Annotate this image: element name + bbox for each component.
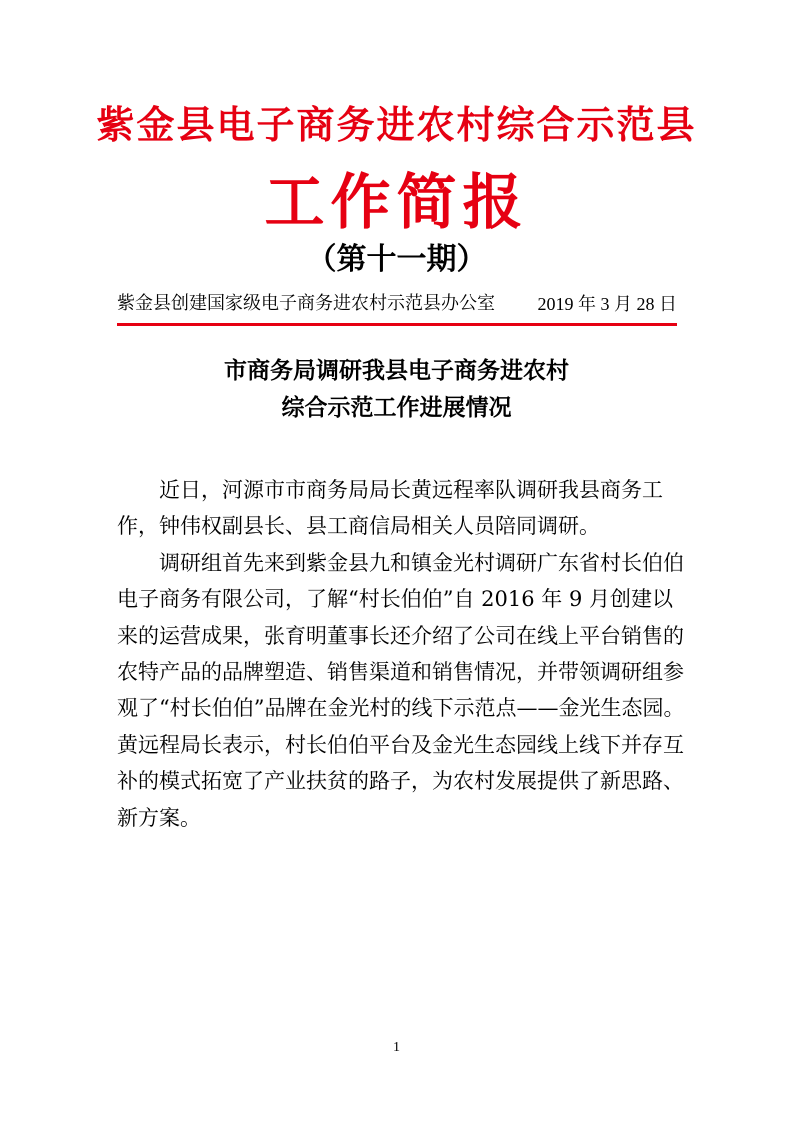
issue-number: （第十一期） — [306, 242, 487, 277]
issue-date: 2019 年 3 月 28 日 — [537, 294, 677, 314]
masthead-title: 紫金县电子商务进农村综合示范县 — [96, 102, 697, 147]
paragraph: 调研组首先来到紫金县九和镇金光村调研广东省村长伯伯电子商务有限公司，了解“村长伯伯”自 2016 年 9 月创建以来的运营成果，张育明董事长还介绍了公司在线上平台销售的农特产品的品牌塑造、销售渠道和销售情况，并带领调研组参观了“村长伯伯”品牌在金光村的线下示范点——金光生态园。黄远程局长表示，村长伯伯平台及金光生态园线上线下并存互补的模式拓宽了产业扶贫的路子，为农村发展提供了新思路、新方案。 — [117, 550, 685, 830]
masthead-subtitle: 工作简报 — [264, 168, 529, 238]
article-body — [117, 472, 687, 836]
red-divider — [117, 323, 677, 326]
article-title — [0, 352, 793, 426]
page-number: 1 — [393, 1040, 400, 1055]
article-title-line2: 综合示范工作进展情况 — [281, 394, 512, 421]
paragraph: 近日，河源市市商务局局长黄远程率队调研我县商务工作，钟伟权副县长、县工商信局相关人员陪同调研。 — [117, 478, 663, 539]
issuer-name: 紫金县创建国家级电子商务进农村示范县办公室 — [117, 293, 495, 314]
article-title-line1: 市商务局调研我县电子商务进农村 — [224, 357, 569, 384]
issuer-row — [117, 290, 677, 318]
